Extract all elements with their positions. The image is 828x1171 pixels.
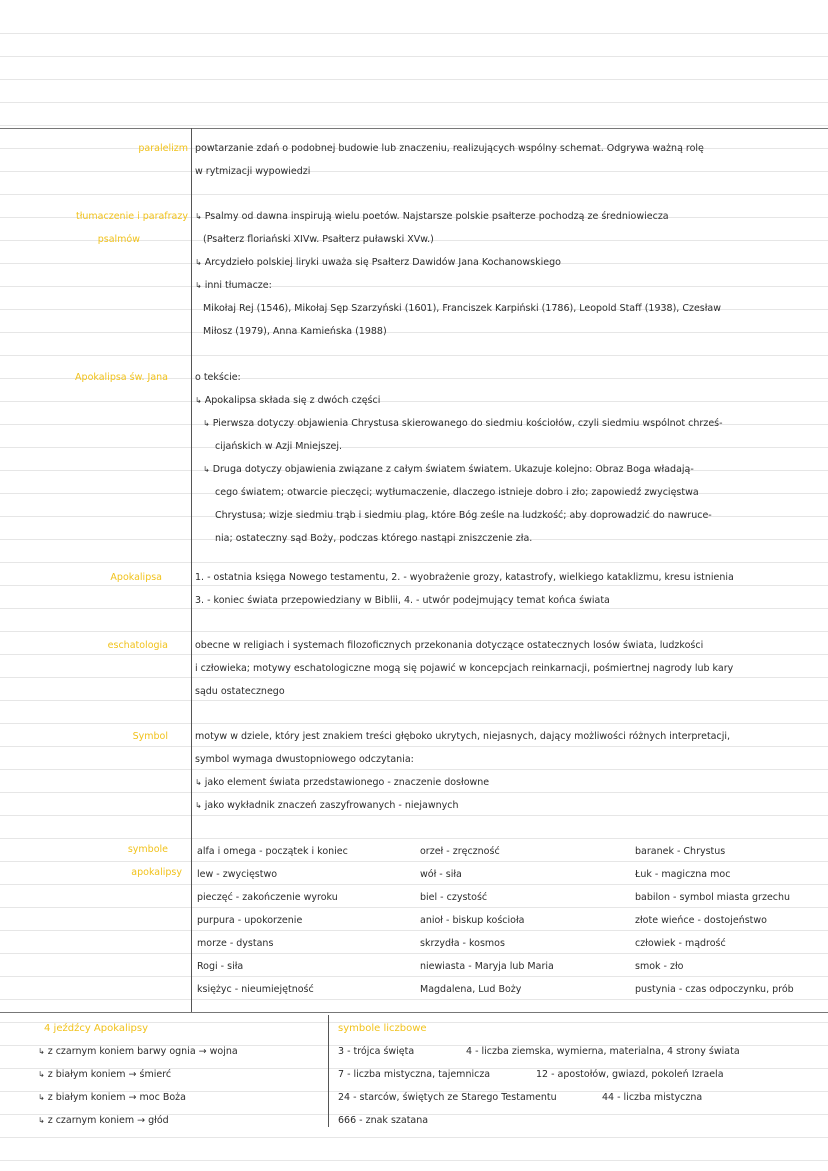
def-eschatologia xyxy=(195,634,820,703)
text-line: cego światem; otwarcie pieczęci; wytłumaczenie, dlaczego istnieje dobro i zło; zapowiedź zwycięstwa xyxy=(215,487,699,498)
list-item: z czarnym koniem → głód xyxy=(47,1115,169,1126)
text-line: motyw w dziele, który jest znakiem treści głęboko ukrytych, niejasnych, dający możliwości różnych interpretacji, xyxy=(195,731,731,742)
term-tlumaczenie: tłumaczenie i parafrazy xyxy=(75,211,188,222)
symbol-item: wół - siła xyxy=(420,869,462,880)
list-jezdzcy xyxy=(38,1040,238,1132)
list-item: 44 - liczba mistyczna xyxy=(602,1092,703,1103)
text-line: i człowieka; motywy eschatologiczne mogą się pojawić w koncepcjach reinkarnacji, pośmiertnej nagrody lub kary xyxy=(195,663,734,674)
margin-line xyxy=(191,128,192,1012)
arrow-icon: ↳ xyxy=(203,465,210,474)
list-item: 24 - starców, świętych ze Starego Testamentu xyxy=(338,1092,557,1103)
term-tlumaczenie-2: psalmów xyxy=(97,234,140,245)
text-line: (Psałterz floriański XIVw. Psałterz puławski XVw.) xyxy=(203,234,434,245)
term-apokalipsy: apokalipsy xyxy=(131,867,182,878)
def-tlumaczenie xyxy=(195,205,820,343)
def-apokalipsa xyxy=(195,566,820,612)
text-line: sądu ostatecznego xyxy=(195,686,285,697)
text-line: o tekście: xyxy=(195,372,241,383)
text-line: Druga dotyczy objawienia związane z całym światem światem. Ukazuje kolejno: Obraz Boga władają- xyxy=(212,464,694,475)
symbol-item: lew - zwycięstwo xyxy=(197,869,278,880)
arrow-icon: ↳ xyxy=(195,212,202,221)
symbol-item: Magdalena, Lud Boży xyxy=(420,984,522,995)
text-line: Apokalipsa składa się z dwóch części xyxy=(204,395,381,406)
symbol-item: człowiek - mądrość xyxy=(635,938,726,949)
list-item: 7 - liczba mistyczna, tajemnicza xyxy=(338,1069,491,1080)
list-item: z białym koniem → śmierć xyxy=(47,1069,172,1080)
bottom-column-divider xyxy=(328,1015,329,1127)
arrow-icon: ↳ xyxy=(38,1070,45,1079)
arrow-icon: ↳ xyxy=(38,1116,45,1125)
text-line: Pierwsza dotyczy objawienia Chrystusa skierowanego do siedmiu kościołów, czyli siedmiu wspólnot chrześ- xyxy=(212,418,723,429)
symbol-item: Łuk - magiczna moc xyxy=(635,869,731,880)
text-line: jako element świata przedstawionego - znaczenie dosłowne xyxy=(204,777,490,788)
text-line: Chrystusa; wizje siedmiu trąb i siedmiu plag, które Bóg ześle na ludzkość; aby doprowadzić do nawruce- xyxy=(215,510,712,521)
text-line: cijańskich w Azji Mniejszej. xyxy=(215,441,343,452)
list-item: 12 - apostołów, gwiazd, pokoleń Izraela xyxy=(536,1069,724,1080)
text-line: 3. - koniec świata przepowiedziany w Biblii, 4. - utwór podejmujący temat końca świata xyxy=(195,595,610,606)
list-item: 4 - liczba ziemska, wymierna, materialna, 4 strony świata xyxy=(466,1046,740,1057)
text-line: Miłosz (1979), Anna Kamieńska (1988) xyxy=(203,326,387,337)
symbols-column-2 xyxy=(420,840,554,1001)
arrow-icon: ↳ xyxy=(38,1093,45,1102)
symbol-item: niewiasta - Maryja lub Maria xyxy=(420,961,554,972)
term-symbole: symbole xyxy=(127,844,168,855)
arrow-icon: ↳ xyxy=(195,258,202,267)
term-apokalipsa-jana: Apokalipsa św. Jana xyxy=(75,372,168,383)
text-line: nia; ostateczny sąd Boży, podczas którego nastąpi zniszczenie zła. xyxy=(215,533,533,544)
symbol-item: pustynia - czas odpoczynku, prób xyxy=(635,984,794,995)
symbol-item: orzeł - zręczność xyxy=(420,846,500,857)
text-line: w rytmizacji wypowiedzi xyxy=(195,166,311,177)
symbol-item: złote wieńce - dostojeństwo xyxy=(635,915,767,926)
symbol-item: smok - zło xyxy=(635,961,684,972)
text-line: inni tłumacze: xyxy=(204,280,272,291)
def-symbol xyxy=(195,725,820,817)
list-item: z czarnym koniem barwy ognia → wojna xyxy=(47,1046,238,1057)
bottom-divider xyxy=(0,1012,828,1013)
term-eschatologia: eschatologia xyxy=(107,640,168,651)
top-divider xyxy=(0,128,828,129)
arrow-icon: ↳ xyxy=(195,281,202,290)
arrow-icon: ↳ xyxy=(195,396,202,405)
text-line: obecne w religiach i systemach filozoficznych przekonania dotyczące ostatecznych losów świata, ludzkości xyxy=(195,640,704,651)
symbol-item: babilon - symbol miasta grzechu xyxy=(635,892,791,903)
list-item: z białym koniem → moc Boża xyxy=(47,1092,186,1103)
text-line: Mikołaj Rej (1546), Mikołaj Sęp Szarzyński (1601), Franciszek Karpiński (1786), Leopold Staff (1938), Czesław xyxy=(203,303,722,314)
list-item: 3 - trójca święta xyxy=(338,1046,415,1057)
term-paralelizm: paralelizm xyxy=(138,143,188,154)
text-line: powtarzanie zdań o podobnej budowie lub znaczeniu, realizujących wspólny schemat. Odgrywa ważną rolę xyxy=(195,143,704,154)
symbol-item: księżyc - nieumiejętność xyxy=(197,984,314,995)
symbol-item: biel - czystość xyxy=(420,892,488,903)
term-apokalipsa: Apokalipsa xyxy=(110,572,162,583)
text-line: Arcydzieło polskiej liryki uważa się Psałterz Dawidów Jana Kochanowskiego xyxy=(204,257,561,268)
heading-jezdzcy: 4 jeźdźcy Apokalipsy xyxy=(44,1023,148,1034)
symbol-item: alfa i omega - początek i koniec xyxy=(197,846,348,857)
text-line: symbol wymaga dwustopniowego odczytania: xyxy=(195,754,414,765)
heading-liczbowe: symbole liczbowe xyxy=(338,1023,427,1034)
text-line: 1. - ostatnia księga Nowego testamentu, 2. - wyobrażenie grozy, katastrofy, wielkiego kataklizmu, kresu istnienia xyxy=(195,572,734,583)
symbol-item: pieczęć - zakończenie wyroku xyxy=(197,892,338,903)
list-liczbowe xyxy=(338,1040,818,1132)
symbol-item: anioł - biskup kościoła xyxy=(420,915,525,926)
symbol-item: Rogi - siła xyxy=(197,961,244,972)
text-line: jako wykładnik znaczeń zaszyfrowanych - niejawnych xyxy=(204,800,459,811)
symbol-item: purpura - upokorzenie xyxy=(197,915,303,926)
symbols-column-1 xyxy=(197,840,348,1001)
symbols-column-3 xyxy=(635,840,794,1001)
term-symbol: Symbol xyxy=(132,731,168,742)
text-line: Psalmy od dawna inspirują wielu poetów. Najstarsze polskie psałterze pochodzą ze średniowiecza xyxy=(204,211,669,222)
arrow-icon: ↳ xyxy=(203,419,210,428)
def-paralelizm xyxy=(195,137,820,183)
symbol-item: skrzydła - kosmos xyxy=(420,938,505,949)
arrow-icon: ↳ xyxy=(38,1047,45,1056)
symbol-item: baranek - Chrystus xyxy=(635,846,726,857)
arrow-icon: ↳ xyxy=(195,778,202,787)
symbol-item: morze - dystans xyxy=(197,938,274,949)
def-apokalipsa-jana xyxy=(195,366,820,550)
arrow-icon: ↳ xyxy=(195,801,202,810)
list-item: 666 - znak szatana xyxy=(338,1115,429,1126)
